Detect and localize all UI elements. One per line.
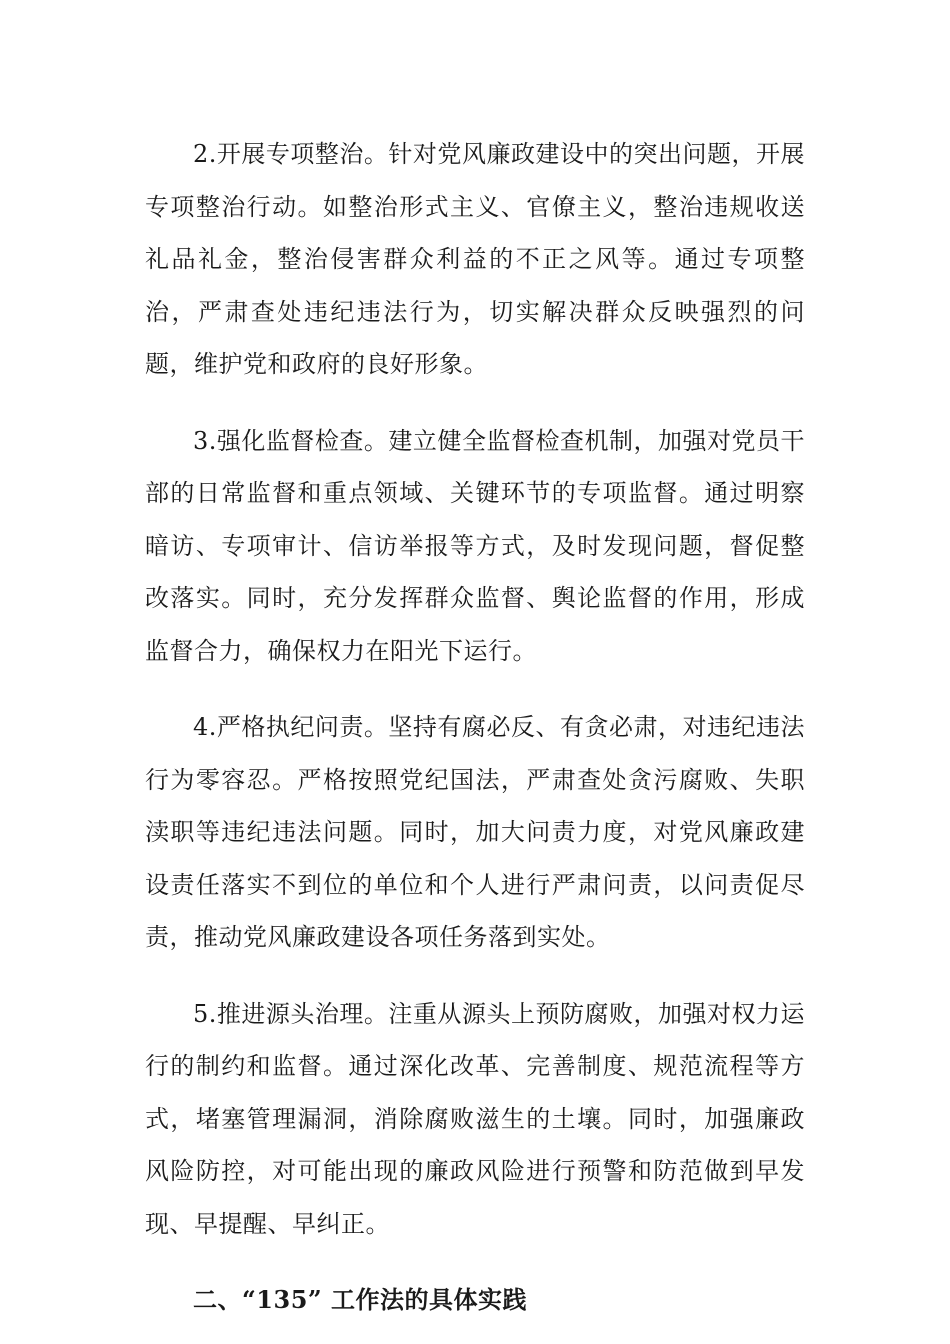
paragraph-source-governance: 5.推进源头治理。注重从源头上预防腐败，加强对权力运行的制约和监督。通过深化改革、完善制度、规范流程等方式，堵塞管理漏洞，消除腐败滋生的土壤。同时，加强廉政风险防控，对可能出现的廉政风险进行预警和防范做到早发现、早提醒、早纠正。 bbox=[145, 999, 805, 1238]
paragraph-discipline-accountability: 4.严格执纪问责。坚持有腐必反、有贪必肃，对违纪违法行为零容忍。严格按照党纪国法，严肃查处贪污腐败、失职渎职等违纪违法问题。同时，加大问责力度，对党风廉政建设责任落实不到位的单位和个人进行严肃问责，以问责促尽责，推动党风廉政建设各项任务落到实处。 bbox=[145, 713, 805, 951]
paragraph-special-rectification: 2.开展专项整治。针对党风廉政建设中的突出问题，开展专项整治行动。如整治形式主义、官僚主义，整治违规收送礼品礼金，整治侵害群众利益的不正之风等。通过专项整治，严肃查处违纪违法行为，切实解决群众反映强烈的问题，维护党和政府的良好形象。 bbox=[145, 140, 805, 378]
paragraph-supervision-inspection: 3.强化监督检查。建立健全监督检查机制，加强对党员干部的日常监督和重点领域、关键环节的专项监督。通过明察暗访、专项审计、信访举报等方式，及时发现问题，督促整改落实。同时，充分发挥群众监督、舆论监督的作用，形成监督合力，确保权力在阳光下运行。 bbox=[145, 426, 805, 665]
section-heading: 二、“135” 工作法的具体实践 bbox=[193, 1285, 528, 1314]
document-body bbox=[145, 128, 805, 1327]
